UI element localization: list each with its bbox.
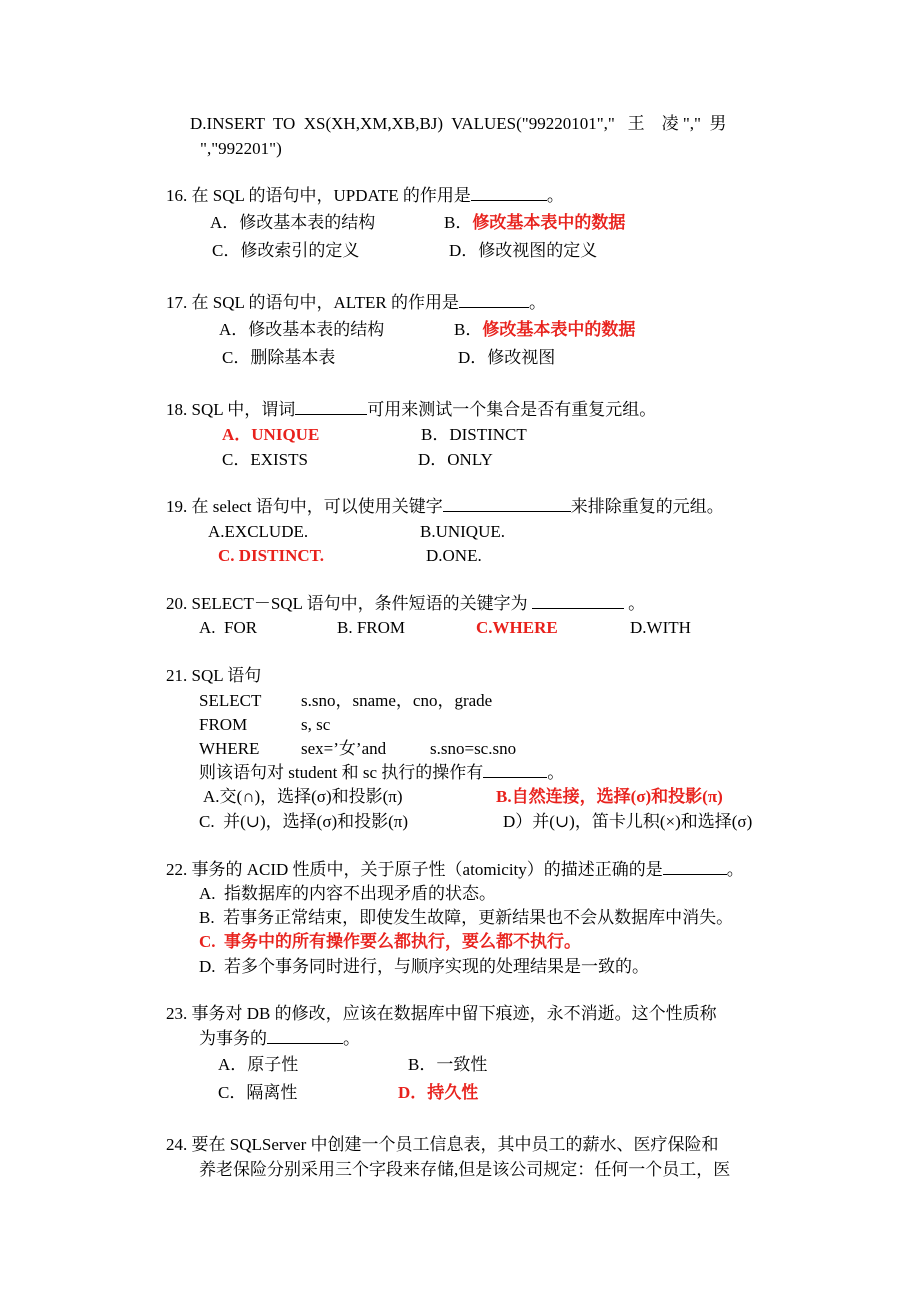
q23-stem-line2 xyxy=(199,1028,360,1050)
q16-option-b-answer: 修改基本表中的数据 xyxy=(472,213,626,232)
q16-option-c: C．修改索引的定义 xyxy=(212,241,360,260)
q21-option-b-answer: B.自然连接，选择(σ)和投影(π) xyxy=(496,787,723,806)
q20-number: 20. xyxy=(166,594,188,613)
q17-answer-blank xyxy=(459,292,529,308)
q21-stem-text: SQL 语句 xyxy=(191,666,262,685)
q23-stem-text: 事务对 DB 的修改，应该在数据库中留下痕迹，永不消逝。这个性质称 xyxy=(191,1004,717,1023)
q20-option-c-answer: C.WHERE xyxy=(476,618,558,637)
q17-option-c: C．删除基本表 xyxy=(222,348,336,367)
q23-stem-line1 xyxy=(166,1003,717,1025)
q16-stem xyxy=(166,185,564,207)
q16-answer-blank xyxy=(471,185,547,201)
q16-option-b-prefix: B． xyxy=(444,213,473,232)
q21-sql-from-tables: s, sc xyxy=(301,715,331,734)
q21-stem-2-end: 。 xyxy=(547,763,565,782)
q18-stem-text: SQL 中，谓词 xyxy=(191,400,296,419)
q21-sql-where-cond1: sex=’女’and xyxy=(301,739,387,758)
q21-option-c: C. 并(∪)，选择(σ)和投影(π) xyxy=(199,812,409,831)
q17-option-b xyxy=(454,319,635,341)
q19-stem-text: 在 select 语句中，可以使用关键字 xyxy=(191,497,443,516)
q19-option-b: B.UNIQUE. xyxy=(420,522,505,541)
q23-option-c: C．隔离性 xyxy=(218,1083,298,1102)
q16-option-d: D．修改视图的定义 xyxy=(449,241,598,260)
q21-sql-where-keyword: WHERE xyxy=(199,739,260,758)
q22-option-a: A. 指数据库的内容不出现矛盾的状态。 xyxy=(199,884,497,903)
q23-option-a: A．原子性 xyxy=(218,1055,299,1074)
q17-stem-text: 在 SQL 的语句中，ALTER 的作用是 xyxy=(191,293,459,312)
q18-stem xyxy=(166,399,656,421)
q19-answer-blank xyxy=(443,496,571,512)
q21-option-d: D）并(∪)，笛卡儿积(×)和选择(σ) xyxy=(503,812,753,831)
q16-number: 16. xyxy=(166,186,188,205)
q21-stem xyxy=(166,665,261,687)
q20-option-d: D.WITH xyxy=(630,618,691,637)
q20-option-a: A. FOR xyxy=(199,618,258,637)
q23-stem-line2-text: 为事务的 xyxy=(199,1029,267,1048)
q16-stem-text: 在 SQL 的语句中，UPDATE 的作用是 xyxy=(191,186,471,205)
q23-option-d-answer: D．持久性 xyxy=(398,1083,479,1102)
q19-option-c-answer: C. DISTINCT. xyxy=(218,546,324,565)
q18-answer-blank xyxy=(295,399,367,415)
q24-stem-text: 要在 SQLServer 中创建一个员工信息表，其中员工的薪水、医疗保险和 xyxy=(191,1135,719,1154)
q21-answer-blank xyxy=(483,762,547,778)
q21-stem-2-text: 则该语句对 student 和 sc 执行的操作有 xyxy=(199,763,484,782)
q18-number: 18. xyxy=(166,400,188,419)
q24-stem-line2: 养老保险分别采用三个字段来存储,但是该公司规定：任何一个员工，医 xyxy=(199,1160,731,1179)
q15-option-d-line1: D.INSERT TO XS(XH,XM,XB,BJ) VALUES("99220101"," 王 凌 "," 男 xyxy=(190,114,727,133)
q18-option-c: C．EXISTS xyxy=(222,450,308,469)
q20-answer-blank xyxy=(532,593,624,609)
q21-stem-2 xyxy=(199,762,564,784)
q19-stem-end: 来排除重复的元组。 xyxy=(570,497,724,516)
q23-answer-blank xyxy=(267,1028,343,1044)
q20-stem xyxy=(166,593,645,615)
q22-stem-end: 。 xyxy=(726,860,744,879)
q16-option-b xyxy=(444,212,625,234)
q22-stem xyxy=(166,859,744,881)
q16-option-a: A．修改基本表的结构 xyxy=(210,213,376,232)
q17-stem-end: 。 xyxy=(528,293,546,312)
q22-answer-blank xyxy=(663,859,727,875)
q17-number: 17. xyxy=(166,293,188,312)
q17-option-a: A．修改基本表的结构 xyxy=(219,320,385,339)
q21-sql-select-columns: s.sno，sname，cno，grade xyxy=(301,691,493,710)
q22-stem-text: 事务的 ACID 性质中，关于原子性（atomicity）的描述正确的是 xyxy=(191,860,663,879)
q24-number: 24. xyxy=(166,1135,188,1154)
q21-sql-from-keyword: FROM xyxy=(199,715,248,734)
q17-stem xyxy=(166,292,546,314)
q21-option-a: A.交(∩)，选择(σ)和投影(π) xyxy=(203,787,403,806)
q20-option-b: B. FROM xyxy=(337,618,406,637)
q16-stem-end: 。 xyxy=(546,186,564,205)
q22-option-c-answer: C. 事务中的所有操作要么都执行，要么都不执行。 xyxy=(199,932,582,951)
q20-stem-text: SELECT－SQL 语句中，条件短语的关键字为 xyxy=(191,594,532,613)
q17-option-b-answer: 修改基本表中的数据 xyxy=(482,320,636,339)
q15-option-d-line2: ","992201") xyxy=(200,139,282,158)
q23-option-b: B．一致性 xyxy=(408,1055,488,1074)
q19-stem xyxy=(166,496,724,518)
q19-option-a: A.EXCLUDE. xyxy=(208,522,309,541)
q18-stem-end: 可用来测试一个集合是否有重复元组。 xyxy=(367,400,657,419)
q18-option-d: D．ONLY xyxy=(418,450,493,469)
q18-option-a-answer: A．UNIQUE xyxy=(222,425,320,444)
q22-option-d: D. 若多个事务同时进行，与顺序实现的处理结果是一致的。 xyxy=(199,957,650,976)
q17-option-d: D．修改视图 xyxy=(458,348,556,367)
q22-option-b: B. 若事务正常结束，即使发生故障，更新结果也不会从数据库中消失。 xyxy=(199,908,734,927)
q21-sql-where-cond2: s.sno=sc.sno xyxy=(430,739,517,758)
q23-stem-end: 。 xyxy=(343,1029,360,1048)
q23-number: 23. xyxy=(166,1004,188,1023)
q24-stem-line1 xyxy=(166,1134,718,1156)
q21-number: 21. xyxy=(166,666,188,685)
q20-stem-end: 。 xyxy=(623,594,646,613)
q22-number: 22. xyxy=(166,860,188,879)
q21-sql-select-keyword: SELECT xyxy=(199,691,262,710)
q19-number: 19. xyxy=(166,497,188,516)
q19-option-d: D.ONE. xyxy=(426,546,482,565)
q17-option-b-prefix: B． xyxy=(454,320,483,339)
q18-option-b: B．DISTINCT xyxy=(421,425,527,444)
